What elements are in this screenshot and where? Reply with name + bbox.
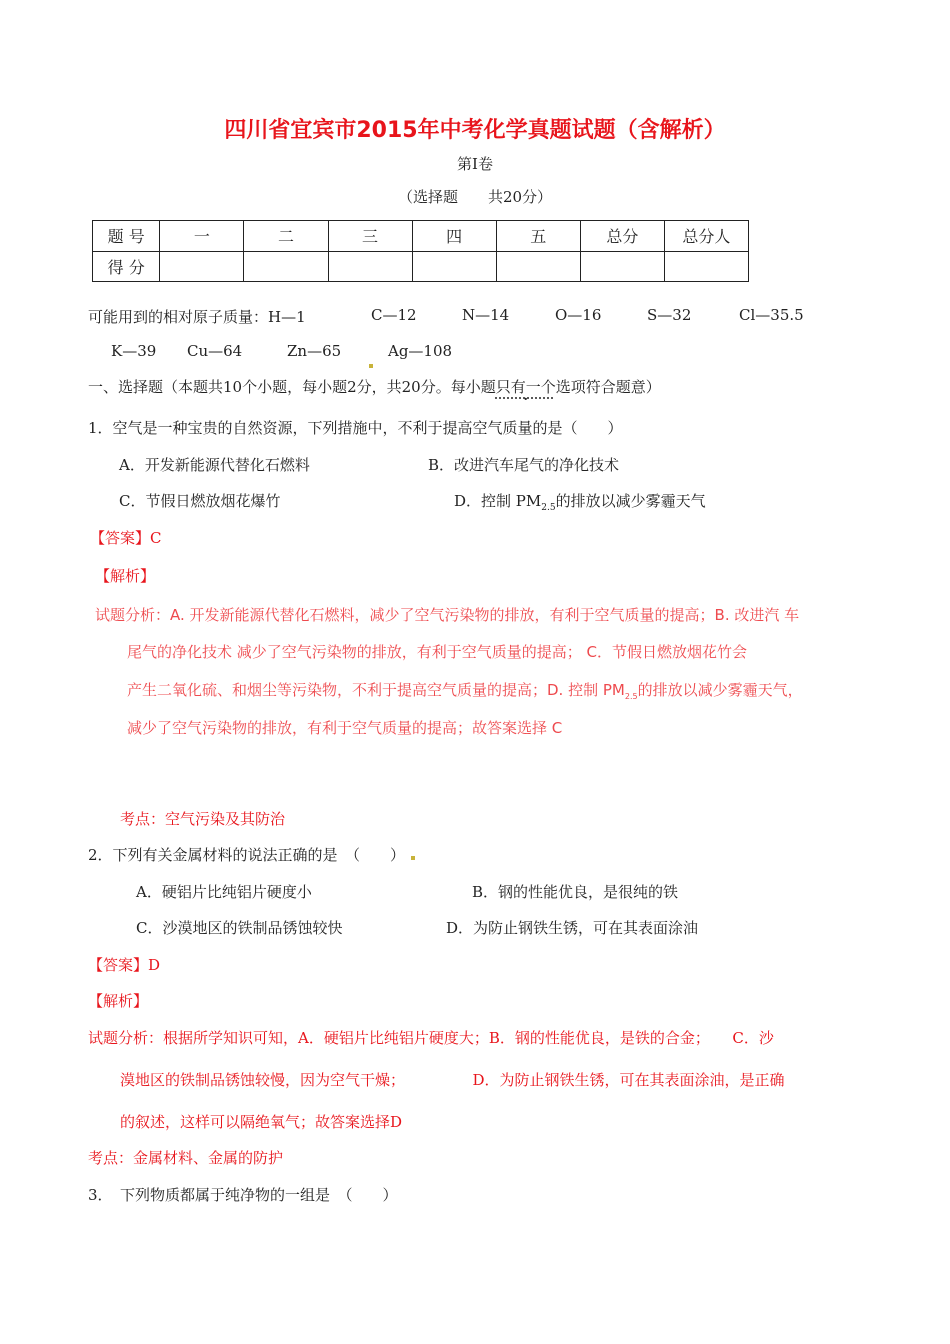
question-1-option-a: A．开发新能源代替化石燃料 (119, 456, 310, 474)
question-2-analysis-line: 试题分析：根据所学知识可知，A．硬铝片比纯铝片硬度大；B．钢的性能优良，是铁的合金； C．沙 (88, 1029, 774, 1047)
atomic-mass-s: S—32 (647, 306, 692, 324)
score-cell (328, 251, 412, 282)
emphasis-text: 只有一个 (495, 378, 556, 396)
atomic-mass-o: O—16 (555, 306, 602, 324)
score-table-score-row (93, 251, 749, 282)
page-title: 四川省宜宾市2015年中考化学真题试题（含解析） (224, 118, 726, 143)
question-1-option-c: C．节假日燃放烟花爆竹 (119, 492, 281, 510)
atomic-mass-intro: 可能用到的相对原子质量：H—1 (88, 308, 306, 326)
score-cell (412, 251, 496, 282)
score-cell: 五 (496, 221, 580, 252)
question-1-analysis-line: 减少了空气污染物的排放，有利于空气质量的提高；故答案选择 C (127, 719, 563, 737)
score-cell: 得 分 (93, 251, 160, 282)
atomic-mass-zn: Zn—65 (287, 342, 342, 360)
question-2-stem: 2．下列有关金属材料的说法正确的是 （ ） (88, 844, 415, 865)
question-1-analysis-line: 试题分析：A. 开发新能源代替化石燃料，减少了空气污染物的排放，有利于空气质量的提高；B. 改进汽 车 (95, 606, 800, 624)
question-1-analysis-line: 尾气的净化技术 减少了空气污染物的排放，有利于空气质量的提高； C．节假日燃放烟花竹会 (127, 643, 748, 661)
score-cell: 四 (412, 221, 496, 252)
anchor-marker (411, 856, 415, 860)
score-cell: 题 号 (93, 221, 160, 252)
anchor-marker (369, 353, 373, 372)
volume-label: 第Ⅰ卷 (457, 155, 493, 173)
question-2-analysis-line: 的叙述，这样可以隔绝氧气；故答案选择D (120, 1113, 403, 1131)
question-2-option-d: D．为防止钢铁生锈，可在其表面涂油 (446, 919, 699, 937)
question-2-option-a: A．硬铝片比纯铝片硬度小 (136, 883, 312, 901)
score-cell (580, 251, 664, 282)
volume-note: （选择题 共20分） (397, 188, 553, 206)
question-1-point: 考点：空气污染及其防治 (120, 810, 286, 828)
score-cell (160, 251, 244, 282)
score-cell: 总分人 (664, 221, 748, 252)
score-cell (244, 251, 328, 282)
score-table (92, 220, 749, 282)
score-cell (496, 251, 580, 282)
question-2-analysis-label: 【解析】 (88, 992, 149, 1010)
atomic-mass-h: H—1 (268, 308, 306, 326)
question-1-option-b: B．改进汽车尾气的净化技术 (428, 456, 620, 474)
score-cell: 总分 (580, 221, 664, 252)
score-cell (664, 251, 748, 282)
question-1-answer: 【答案】C (90, 529, 162, 547)
question-2-point: 考点：金属材料、金属的防护 (88, 1149, 284, 1167)
atomic-mass-cl: Cl—35.5 (739, 306, 804, 324)
question-2-analysis-line: 漠地区的铁制品锈蚀较慢，因为空气干燥； D．为防止钢铁生锈，可在其表面涂油，是正确 (120, 1071, 785, 1089)
question-2-answer: 【答案】D (88, 956, 161, 974)
score-table-header-row (93, 221, 749, 252)
atomic-mass-k: K—39 (111, 342, 157, 360)
atomic-mass-ag: Ag—108 (388, 342, 453, 360)
score-cell: 一 (160, 221, 244, 252)
atomic-mass-n: N—14 (462, 306, 510, 324)
section-heading: 一、选择题（本题共10个小题，每小题2分，共20分。每小题只有一个选项符合题意） (88, 378, 661, 396)
question-2-option-c: C．沙漠地区的铁制品锈蚀较快 (136, 919, 343, 937)
score-cell: 三 (328, 221, 412, 252)
question-1-stem: 1．空气是一种宝贵的自然资源，下列措施中，不利于提高空气质量的是（ ） (88, 419, 623, 437)
question-1-analysis-label: 【解析】 (95, 567, 156, 585)
question-1-analysis-line: 产生二氧化硫、和烟尘等污染物，不利于提高空气质量的提高；D. 控制 $PM_{2.5}$的排放以减少雾霾天气， (127, 681, 803, 701)
score-cell: 二 (244, 221, 328, 252)
atomic-mass-cu: Cu—64 (187, 342, 243, 360)
question-1-option-d: D．控制 $PM_{2.5}$的排放以减少雾霾天气 (454, 492, 706, 513)
atomic-mass-c: C—12 (371, 306, 417, 324)
question-2-option-b: B．钢的性能优良，是很纯的铁 (472, 883, 679, 901)
question-3-stem: 3． 下列物质都属于纯净物的一组是 （ ） (88, 1186, 398, 1204)
